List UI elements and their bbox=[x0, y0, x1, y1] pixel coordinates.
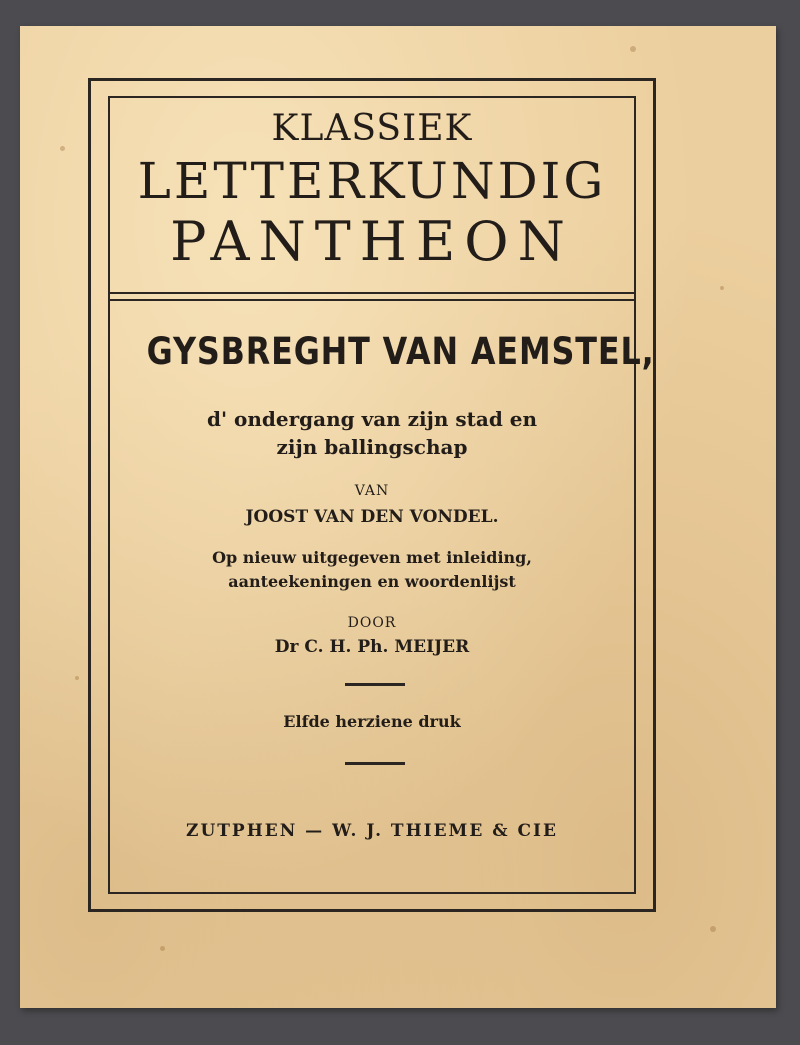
book-title: GYSBREGHT VAN AEMSTEL, bbox=[146, 330, 655, 373]
series-name-line-2: LETTERKUNDIG bbox=[137, 152, 607, 210]
editor-label: DOOR bbox=[347, 615, 397, 631]
editor-name: Dr C. H. Ph. MEIJER bbox=[274, 637, 470, 657]
inner-border bbox=[108, 96, 655, 894]
foxing-spot bbox=[60, 146, 65, 151]
edition-statement: Elfde herziene druk bbox=[283, 712, 461, 731]
foxing-spot bbox=[720, 286, 724, 290]
book-cover bbox=[20, 26, 776, 1008]
series-header bbox=[110, 98, 634, 294]
foxing-spot bbox=[710, 926, 716, 932]
author-name: JOOST VAN DEN VONDEL. bbox=[245, 507, 499, 527]
subtitle-line-2: zijn ballingschap bbox=[276, 435, 468, 459]
foxing-spot bbox=[160, 946, 165, 951]
outer-border bbox=[88, 78, 656, 912]
by-label: VAN bbox=[354, 483, 390, 499]
foxing-spot bbox=[75, 676, 79, 680]
ornament-rule bbox=[345, 683, 405, 686]
series-name-line-1: KLASSIEK bbox=[271, 108, 473, 149]
series-name-line-3: PANTHEON bbox=[170, 210, 574, 273]
ornament-rule bbox=[345, 762, 405, 765]
foxing-spot bbox=[630, 46, 636, 52]
publisher-imprint: ZUTPHEN — W. J. THIEME & CIE bbox=[186, 821, 558, 841]
edition-note-line-1: Op nieuw uitgegeven met inleiding, bbox=[212, 548, 532, 567]
edition-note-line-2: aanteekeningen en woordenlijst bbox=[228, 572, 516, 591]
subtitle-line-1: d' ondergang van zijn stad en bbox=[206, 407, 538, 431]
